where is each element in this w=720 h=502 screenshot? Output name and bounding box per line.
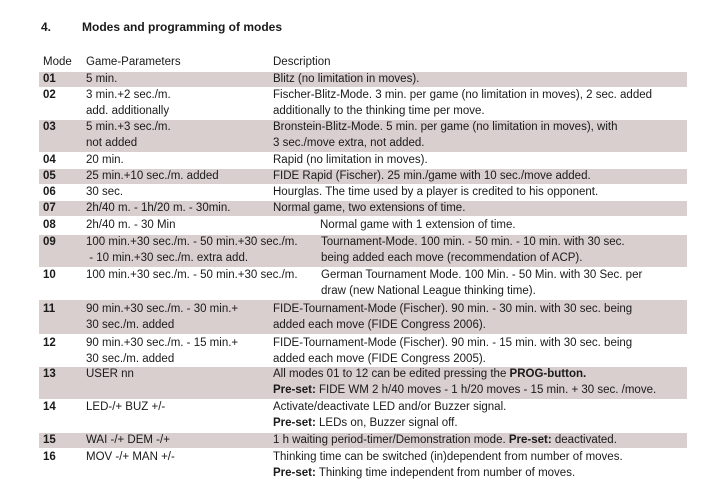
game-parameters: 100 min.+30 sec./m. - 50 min.+30 sec./m. — [86, 269, 298, 281]
table-row — [39, 367, 687, 399]
mode-number: 16 — [43, 451, 56, 463]
game-parameters: 100 min.+30 sec./m. - 50 min.+30 sec./m. - 10 min.+30 sec./m. extra add. — [86, 236, 298, 264]
preset-label: Pre-set: — [273, 383, 316, 396]
table-row — [39, 300, 687, 334]
mode-description: German Tournament Mode. 100 Min. - 50 Min. with 30 Sec. per draw (new National League thinking time). — [321, 269, 643, 297]
mode-description: Fischer-Blitz-Mode. 3 min. per game (no limitation in moves), 2 sec. added additionally to the thinking time per move. — [273, 89, 653, 117]
table-row — [39, 400, 687, 432]
game-parameters: 2h/40 m. - 30 Min — [86, 219, 176, 231]
table-row — [39, 450, 687, 482]
column-header-description: Description — [273, 56, 331, 68]
mode-description: Activate/deactivate LED and/or Buzzer signal. Pre-set: LEDs on, Buzzer signal off. — [273, 401, 507, 429]
mode-number: 10 — [43, 269, 56, 281]
mode-description: Bronstein-Blitz-Mode. 5 min. per game (no limitation in moves), with 3 sec./move extra, not added. — [273, 121, 618, 149]
mode-description: FIDE-Tournament-Mode (Fischer). 90 min. - 15 min. with 30 sec. being added each move (FIDE Congress 2005). — [273, 337, 633, 365]
table-row — [39, 268, 687, 300]
table-row — [39, 153, 687, 168]
game-parameters: 2h/40 m. - 1h/20 m. - 30min. — [86, 202, 231, 214]
column-header-mode: Mode — [43, 56, 72, 68]
game-parameters: 20 min. — [86, 154, 124, 166]
mode-description: Blitz (no limitation in moves). — [273, 73, 420, 85]
mode-description: Rapid (no limitation in moves). — [273, 154, 428, 166]
section-title: Modes and programming of modes — [82, 20, 283, 34]
preset-label: Pre-set: — [508, 434, 552, 446]
section-heading — [41, 20, 282, 34]
table-row — [39, 334, 687, 366]
table-row — [39, 433, 687, 448]
game-parameters: USER nn — [86, 368, 134, 380]
mode-description: Normal game with 1 extension of time. — [320, 219, 516, 231]
section-number: 4. — [41, 20, 52, 34]
table-row — [39, 72, 687, 87]
game-parameters: WAI -/+ DEM -/+ — [86, 434, 170, 446]
table-row — [39, 120, 687, 152]
mode-number: 08 — [43, 219, 56, 231]
game-parameters: 90 min.+30 sec./m. - 30 min.+ 30 sec./m. added — [86, 303, 239, 331]
game-parameters: 90 min.+30 sec./m. - 15 min.+ 30 sec./m. added — [86, 337, 239, 365]
column-header-params: Game-Parameters — [86, 56, 181, 68]
mode-number: 06 — [43, 186, 56, 198]
mode-description: Hourglas. The time used by a player is credited to his opponent. — [273, 186, 599, 198]
mode-number: 07 — [43, 202, 56, 214]
table-row — [39, 185, 687, 200]
preset-label: Pre-set: — [273, 466, 316, 479]
game-parameters: LED-/+ BUZ +/- — [86, 401, 166, 413]
mode-description: Tournament-Mode. 100 min. - 50 min. - 10 min. with 30 sec. being added each move (recommendation of ACP). — [321, 236, 625, 264]
table-row — [39, 88, 687, 120]
mode-number: 03 — [43, 121, 56, 133]
mode-number: 12 — [43, 337, 56, 349]
table-row — [39, 169, 687, 184]
mode-number: 11 — [43, 303, 56, 315]
game-parameters: 30 sec. — [86, 186, 124, 198]
mode-number: 01 — [43, 73, 56, 85]
mode-description: All modes 01 to 12 can be edited pressing the PROG-button. Pre-set: FIDE WM 2 h/40 moves - 1 h/20 moves - 15 min. + 30 sec. /move. — [273, 368, 657, 396]
table-header — [39, 55, 687, 71]
game-parameters: MOV -/+ MAN +/- — [86, 451, 175, 463]
mode-number: 14 — [43, 401, 56, 413]
table-row — [39, 235, 687, 267]
prog-button-label: PROG-button. — [509, 368, 587, 380]
mode-description: 1 h waiting period-timer/Demonstration mode. Pre-set: deactivated. — [273, 434, 617, 446]
game-parameters: 25 min.+10 sec./m. added — [86, 170, 219, 182]
mode-number: 05 — [43, 170, 56, 182]
mode-number: 15 — [43, 434, 56, 446]
mode-description: FIDE-Tournament-Mode (Fischer). 90 min. - 30 min. with 30 sec. being added each move (FIDE Congress 2006). — [273, 303, 633, 331]
mode-number: 13 — [43, 368, 56, 380]
preset-label: Pre-set: — [273, 416, 316, 429]
mode-number: 02 — [43, 89, 56, 101]
table-row — [39, 218, 687, 233]
game-parameters: 5 min.+3 sec./m. not added — [86, 121, 171, 149]
mode-number: 09 — [43, 236, 56, 248]
mode-number: 04 — [43, 154, 56, 166]
table-row — [39, 201, 687, 216]
mode-description: FIDE Rapid (Fischer). 25 min./game with 10 sec./move added. — [273, 170, 591, 182]
mode-description: Normal game, two extensions of time. — [273, 202, 466, 214]
mode-description: Thinking time can be switched (in)dependent from number of moves. Pre-set: Thinking time independent from number of moves. — [273, 451, 623, 479]
game-parameters: 5 min. — [86, 73, 118, 85]
game-parameters: 3 min.+2 sec./m. add. additionally — [86, 89, 171, 117]
